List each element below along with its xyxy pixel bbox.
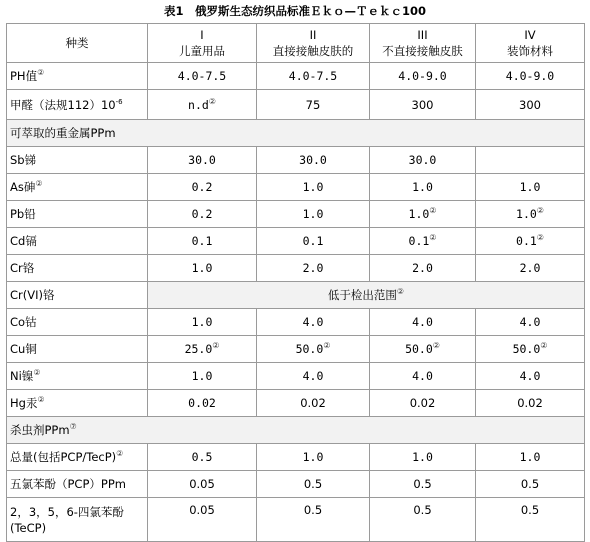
cell-value: 25.0② xyxy=(148,336,257,363)
cell-value: 0.02 xyxy=(476,390,585,417)
cell-value: 0.1② xyxy=(370,228,476,255)
cell-value: 4.0 xyxy=(257,363,370,390)
cell-value: 300 xyxy=(476,90,585,120)
cell-value: 300 xyxy=(370,90,476,120)
cell-span-note: 低于检出范围② xyxy=(148,282,585,309)
cell-value: 30.0 xyxy=(257,147,370,174)
cell-value: 0.02 xyxy=(257,390,370,417)
row-label-formaldehyde: 甲醛（法规$112)10^{-6}$ xyxy=(7,90,148,120)
cell-value: 1.0 xyxy=(257,201,370,228)
cell-value: 0.5 xyxy=(476,498,585,542)
section-row xyxy=(7,120,585,147)
table-row xyxy=(7,471,585,498)
cell-value: 0.5 xyxy=(370,498,476,542)
cell-value xyxy=(476,147,585,174)
cell-value: 1.0 xyxy=(257,444,370,471)
row-label-ni: Ni镍② xyxy=(7,363,148,390)
cell-value: 1.0 xyxy=(370,174,476,201)
cell-value: 1.0 xyxy=(257,174,370,201)
cell-value: 50.0② xyxy=(257,336,370,363)
table-row xyxy=(7,498,585,542)
cell-value: 0.5 xyxy=(476,471,585,498)
cell-value: 0.02 xyxy=(370,390,476,417)
row-label-cr6: Cr(VI)铬 xyxy=(7,282,148,309)
cell-value: 1.0 xyxy=(148,255,257,282)
table-row xyxy=(7,201,585,228)
row-label-tecp: 2，3，5，6-四氯苯酚(TeCP) xyxy=(7,498,148,542)
cell-value: 0.05 xyxy=(148,471,257,498)
row-label-pb: Pb铅 xyxy=(7,201,148,228)
cell-value: 2.0 xyxy=(370,255,476,282)
cell-value: 4.0-7.5 xyxy=(148,63,257,90)
header-class-3: III 不直接接触皮肤 xyxy=(370,24,476,63)
eco-tex-standard-table xyxy=(6,23,585,542)
cell-value: 4.0 xyxy=(257,309,370,336)
table-row xyxy=(7,309,585,336)
cell-value: 4.0 xyxy=(370,363,476,390)
cell-value: 0.05 xyxy=(148,498,257,542)
cell-value: 30.0 xyxy=(370,147,476,174)
cell-value: 1.0 xyxy=(476,174,585,201)
row-label-co: Co钴 xyxy=(7,309,148,336)
cell-value: 0.5 xyxy=(148,444,257,471)
row-label-as: As砷② xyxy=(7,174,148,201)
header-class-2: II 直接接触皮肤的 xyxy=(257,24,370,63)
cell-value: 1.0 xyxy=(370,444,476,471)
cell-value: 30.0 xyxy=(148,147,257,174)
row-label-cr: Cr铬 xyxy=(7,255,148,282)
table-row xyxy=(7,282,585,309)
row-label-hg: Hg汞② xyxy=(7,390,148,417)
cell-value: 1.0 xyxy=(148,309,257,336)
cell-value: 2.0 xyxy=(476,255,585,282)
cell-value: 0.5 xyxy=(257,498,370,542)
header-class-4: IV 装饰材料 xyxy=(476,24,585,63)
table-row xyxy=(7,174,585,201)
row-label-pcp: 五氯苯酚（PCP）PPm xyxy=(7,471,148,498)
cell-value: n.d② xyxy=(148,90,257,120)
cell-value: 1.0 xyxy=(148,363,257,390)
table-caption: 表1 俄罗斯生态纺织品标准Ｅｋｏ—Ｔｅｋｃ100 xyxy=(163,4,426,18)
cell-value: 4.0 xyxy=(370,309,476,336)
cell-value: 1.0② xyxy=(370,201,476,228)
cell-value: 1.0② xyxy=(476,201,585,228)
cell-value: 0.2 xyxy=(148,174,257,201)
cell-value: 4.0-7.5 xyxy=(257,63,370,90)
row-label-total: 总量(包括PCP/TecP)② xyxy=(7,444,148,471)
cell-value: 0.2 xyxy=(148,201,257,228)
table-row xyxy=(7,390,585,417)
cell-value: 2.0 xyxy=(257,255,370,282)
header-class-1: I 儿童用品 xyxy=(148,24,257,63)
cell-value: 0.5 xyxy=(370,471,476,498)
cell-value: 0.02 xyxy=(148,390,257,417)
table-row xyxy=(7,63,585,90)
section-row xyxy=(7,417,585,444)
table-row xyxy=(7,336,585,363)
section-pesticides: 杀虫剂PPm⑦ xyxy=(7,417,585,444)
cell-value: 0.1 xyxy=(148,228,257,255)
cell-value: 0.5 xyxy=(257,471,370,498)
header-row xyxy=(7,24,585,63)
section-heavy-metals: 可萃取的重金属PPm xyxy=(7,120,585,147)
table-row xyxy=(7,228,585,255)
row-label-ph: PH值② xyxy=(7,63,148,90)
table-row xyxy=(7,147,585,174)
cell-value: 50.0② xyxy=(370,336,476,363)
cell-value: 4.0 xyxy=(476,309,585,336)
table-row xyxy=(7,444,585,471)
cell-value: 50.0② xyxy=(476,336,585,363)
cell-value: 0.1 xyxy=(257,228,370,255)
cell-value: 4.0-9.0 xyxy=(370,63,476,90)
row-label-cu: Cu铜 xyxy=(7,336,148,363)
cell-value: 75 xyxy=(257,90,370,120)
cell-value: 0.1② xyxy=(476,228,585,255)
row-label-sb: Sb锑 xyxy=(7,147,148,174)
cell-value: 4.0 xyxy=(476,363,585,390)
table-row xyxy=(7,255,585,282)
cell-value: 4.0-9.0 xyxy=(476,63,585,90)
header-category: 种类 xyxy=(7,24,148,63)
table-row xyxy=(7,363,585,390)
table-row xyxy=(7,90,585,120)
cell-value: 1.0 xyxy=(476,444,585,471)
row-label-cd: Cd镉 xyxy=(7,228,148,255)
